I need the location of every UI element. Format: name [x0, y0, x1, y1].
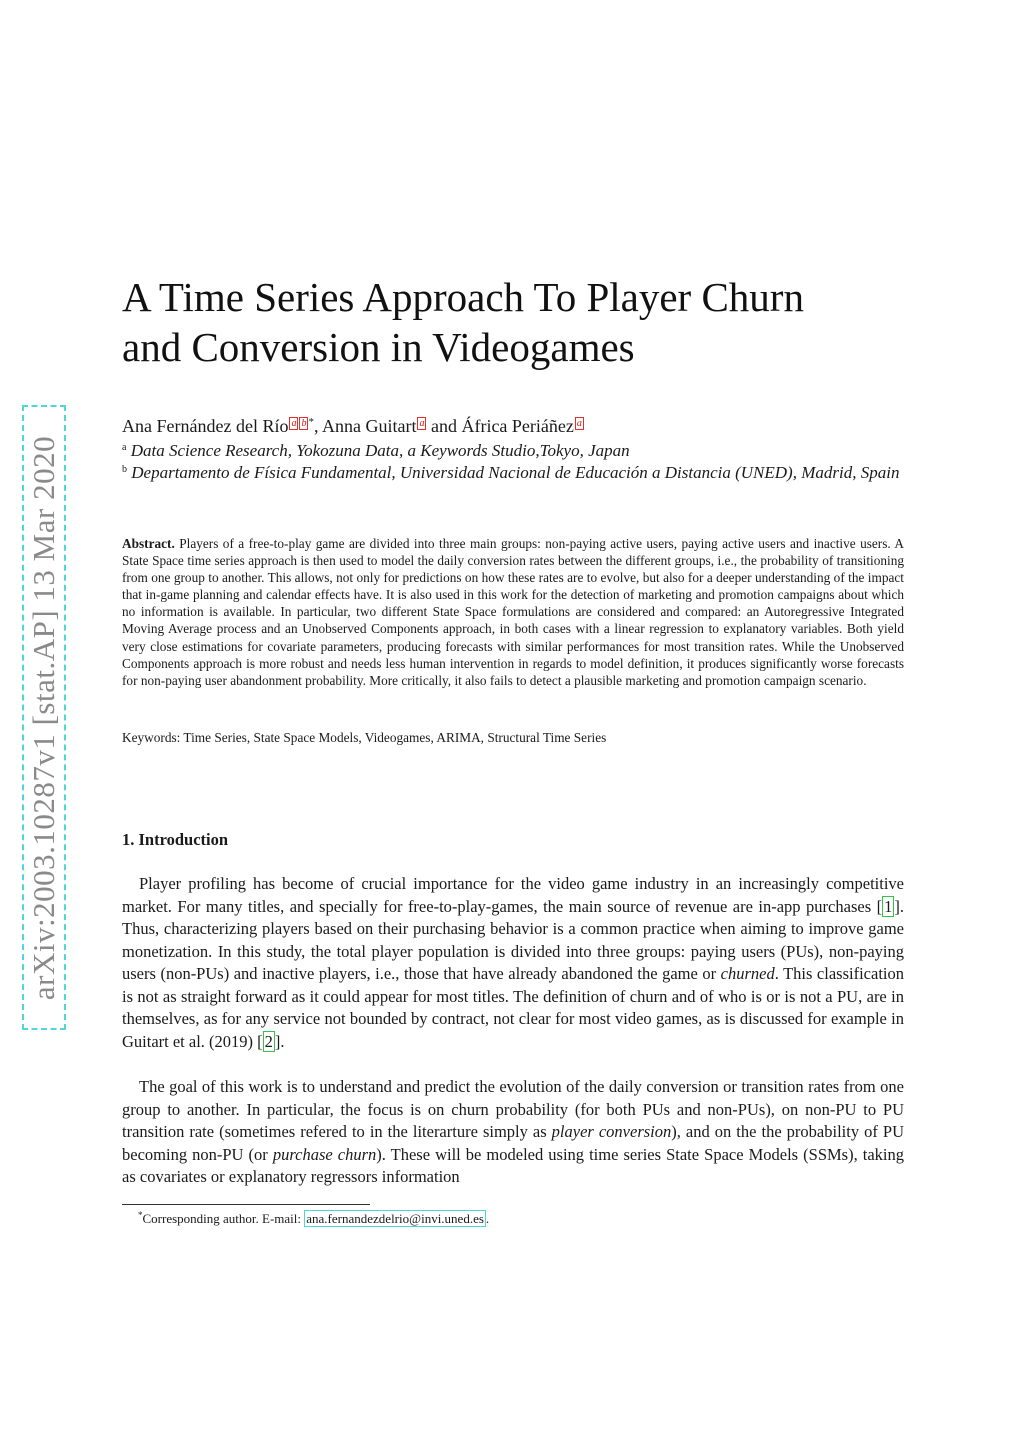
footnote-text: Corresponding author. E-mail: [142, 1211, 305, 1226]
affiliation-text: Departamento de Física Fundamental, Universidad Nacional de Educación a Distancia (UNED), Madrid, Spain [131, 463, 900, 482]
emphasis-text: purchase churn [272, 1144, 377, 1164]
arxiv-stamp-box[interactable] [22, 405, 66, 1030]
emphasis-text: player conversion [551, 1122, 672, 1141]
affiliation-text: Data Science Research, Yokozuna Data, a Keywords Studio,Tokyo, Japan [130, 441, 630, 460]
paragraph-text: . This classification is not as straight forward as it could appear for most titles. The definition of churn and of who is or is not a PU, are in themselves, as for any service not bounded by contract, not clear for most video games, as is discussed for example in Guitart et al. (2019) [ [122, 964, 904, 1051]
author-name: Ana Fernández del Río [122, 416, 289, 436]
keywords: Keywords: Time Series, State Space Models, Videogames, ARIMA, Structural Time Series [122, 730, 607, 745]
affiliation-link[interactable]: a [419, 418, 425, 429]
body-paragraph [122, 873, 904, 1053]
abstract [122, 535, 904, 689]
paper-title [122, 272, 904, 372]
author-separator: and [426, 416, 462, 436]
paragraph-text: ), and on the the probability of PU becoming non-PU (or [122, 1122, 904, 1164]
abstract-text: Players of a free-to-play game are divided into three main groups: non-paying active users, paying active users and inactive users. A State Space time series approach is then used to model the daily conversion rates between the different groups, i.e., the probability of transitioning from one group to another. This allows, not only for predictions on how these rates are to evolve, but also for a deeper understanding of the impact that in-game planning and calendar effects have. It is also used in this work for the detection of marketing and promotion campaigns about which no information is available. In particular, two different State Space formulations are considered and compared: an Autoregressive Integrated Moving Average process and an Unobserved Components approach, in both cases with a linear regression to explanatory variables. Both yield very close estimations for covariate parameters, producing forecasts with similar performances for most transition rates. While the Unobserved Components approach is more robust and needs less human intervention in regards to model definition, it produces significantly worse forecasts for non-paying user abandonment probability. More critically, it also fails to detect a plausible marketing and promotion campaign scenario. [122, 536, 905, 688]
footnote [122, 1210, 920, 1228]
author-list [122, 409, 904, 439]
footnote-rule [122, 1204, 370, 1205]
affiliation-link[interactable]: b [301, 418, 307, 429]
citation-link[interactable]: 2 [264, 1031, 273, 1051]
affiliation-key: a [122, 442, 127, 453]
affiliation-key: b [122, 464, 127, 475]
footnote-mark: * [138, 1210, 143, 1220]
title-line-2: and Conversion in Videogames [122, 324, 635, 370]
footnote-end: . [485, 1211, 490, 1226]
affiliation-link[interactable]: a [291, 418, 297, 429]
author-name: África Periáñez [461, 416, 574, 436]
affiliation-link[interactable]: a [576, 418, 582, 429]
title-line-1: A Time Series Approach To Player Churn [122, 274, 804, 320]
paragraph-text: ). These will be modeled using time series State Space Models (SSMs), taking as covariates or explanatory regressors information [122, 1144, 904, 1186]
author-name: Anna Guitart [321, 416, 417, 436]
abstract-label: Abstract. [122, 536, 175, 551]
arxiv-stamp[interactable]: arXiv:2003.10287v1 [stat.AP] 13 Mar 2020 [26, 435, 61, 1000]
paragraph-text: Player profiling has become of crucial importance for the video game industry in an increasingly competitive market. For many titles, and specially for free-to-play-games, the main source of revenue are in-app purchases [ [122, 874, 904, 916]
paragraph-text: ]. Thus, characterizing players based on their purchasing behavior is a common practice when aiming to improve game monetization. In this study, the total player population is divided into three groups: paying users (PUs), non-paying users (non-PUs) and inactive players, i.e., those that have already abandoned the game or [122, 896, 904, 983]
paragraph-text: ]. [274, 1031, 285, 1051]
corresponding-author-mark[interactable]: * [308, 416, 314, 428]
affiliation [122, 462, 904, 484]
body-paragraph [122, 1076, 904, 1189]
affiliation [122, 440, 904, 462]
email-link[interactable]: ana.fernandezdelrio@invi.uned.es [306, 1211, 484, 1226]
citation-link[interactable]: 1 [884, 896, 893, 916]
section-heading: 1. Introduction [122, 830, 229, 849]
emphasis-text: churned [720, 964, 775, 983]
author-separator: , [313, 416, 322, 436]
paragraph-text: The goal of this work is to understand and predict the evolution of the daily conversion or transition rates from one group to another. In particular, the focus is on churn probability (for both PUs and non-PUs), on non-PU to PU transition rate (sometimes refered to in the literarture simply as [122, 1077, 904, 1141]
